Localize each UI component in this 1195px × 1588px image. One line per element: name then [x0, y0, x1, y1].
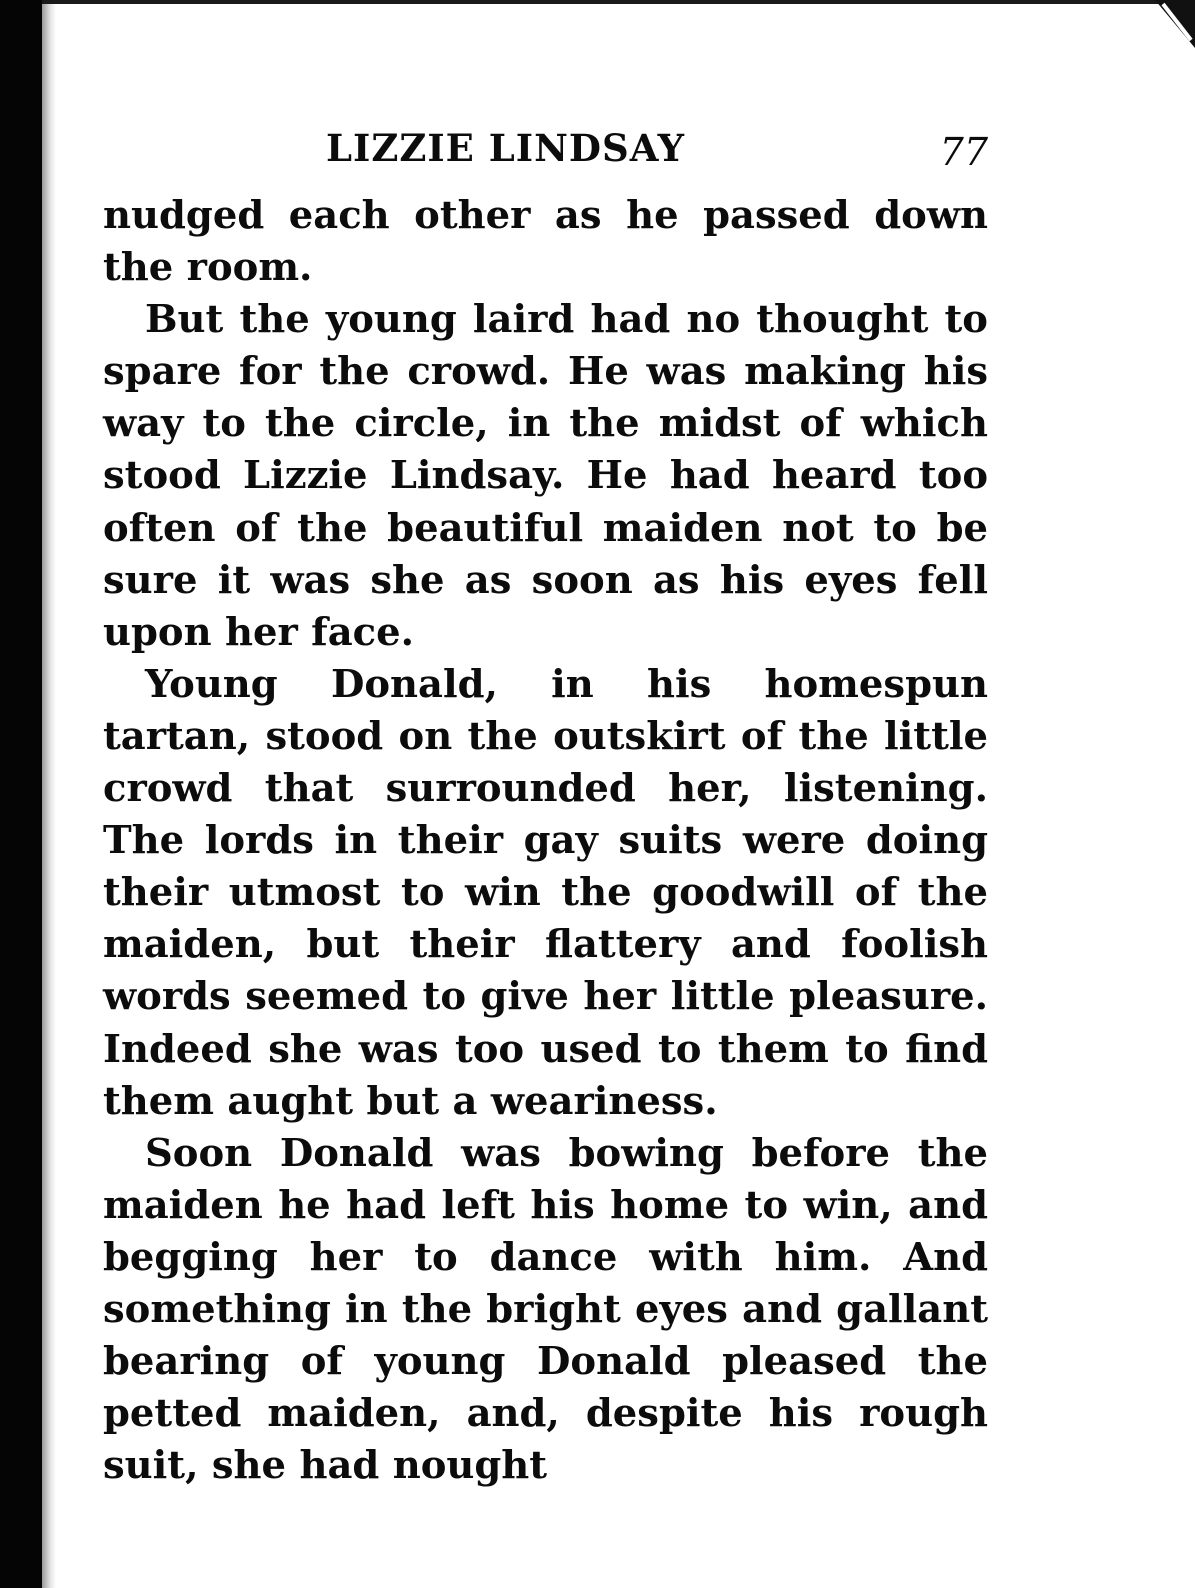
paragraph-3: Young Donald, in his homespun tartan, stood on the outskirt of the little crowd that surrounded her, listening. The lords in their gay suits were doing their utmost to win the goodwill of the maiden, but their flattery and foolish words seemed to give her little pleasure. Indeed she was too used to them to find them aught but a weariness. — [103, 661, 988, 1124]
running-head — [103, 122, 988, 180]
paragraph-4: Soon Donald was bowing before the maiden he had left his home to win, and begging her to dance with him. And something in the bright eyes and gallant bearing of young Donald pleased the petted maiden, and, despite his rough suit, she had nought — [103, 1130, 988, 1489]
page-number: 77 — [939, 130, 988, 174]
running-title: LIZZIE LINDSAY — [326, 126, 685, 170]
paragraph-2: But the young laird had no thought to spare for the crowd. He was making his way to the circle, in the midst of which stood Lizzie Lindsay. He had heard too often of the beautiful maiden not to be sure it was she as soon as his eyes fell upon her face. — [103, 297, 988, 655]
paragraph-1: nudged each other as he passed down the room. — [103, 193, 988, 291]
body-text — [103, 190, 988, 1492]
